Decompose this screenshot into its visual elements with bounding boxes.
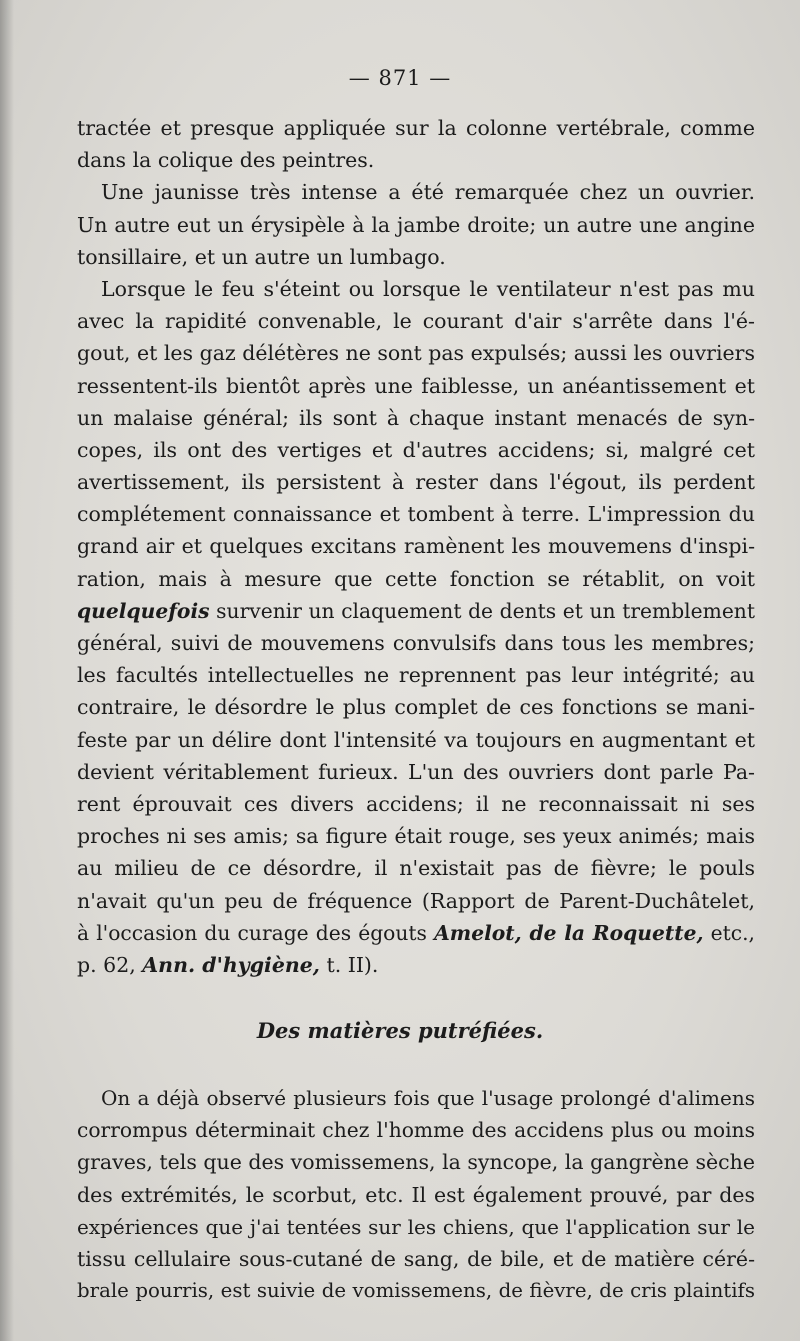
text-line: les facultés intellectuelles ne reprennent pas leur intégrité; au: [77, 663, 755, 688]
text-line-ann: [77, 949, 755, 981]
text-line-amelot: [77, 917, 755, 949]
text-line: rent éprouvait ces divers accidens; il ne reconnaissait ni ses: [77, 791, 755, 816]
text-line: tonsillaire, et un autre un lumbago.: [77, 244, 446, 269]
text-line: proches ni ses amis; sa figure était rouge, ses yeux animés; mais: [77, 824, 755, 849]
section-heading: Des matières putréfiées.: [256, 1018, 544, 1043]
text-line: tractée et presque appliquée sur la colonne vertébrale, comme: [77, 116, 755, 140]
text-fragment: à l'occasion du curage des égouts: [77, 920, 435, 945]
text-line: complétement connaissance et tombent à terre. L'impression du: [77, 502, 755, 527]
main-text-bottom: [77, 1082, 755, 1307]
text-line: ressentent-ils bientôt après une faiblesse, un anéantissement et: [77, 373, 755, 398]
text-line: Une jaunisse très intense a été remarquée chez un ouvrier.: [101, 180, 755, 205]
italic-ann-hygiene: Ann. d'hygiène,: [142, 952, 320, 977]
text-line: ration, mais à mesure que cette fonction se rétablit, on voit: [77, 566, 755, 591]
page-number: — 871 —: [348, 66, 452, 90]
text-line: gout, et les gaz délétères ne sont pas expulsés; aussi les ouvriers: [77, 341, 755, 366]
text-line: Lorsque le feu s'éteint ou lorsque le ventilateur n'est pas mu: [101, 276, 755, 301]
text-line: devient véritablement furieux. L'un des ouvriers dont parle Pa-: [77, 759, 755, 784]
text-line: corrompus déterminait chez l'homme des accidens plus ou moins: [77, 1118, 755, 1143]
main-text-top: [77, 112, 755, 981]
text-line: avec la rapidité convenable, le courant d'air s'arrête dans l'é-: [77, 309, 755, 334]
text-line: feste par un délire dont l'intensité va toujours en augmentant et: [77, 727, 755, 752]
text-line: contraire, le désordre le plus complet de ces fonctions se mani-: [77, 695, 755, 720]
text-line: n'avait qu'un peu de fréquence (Rapport de Parent-Duchâtelet,: [77, 888, 755, 913]
text-line: général, suivi de mouvemens convulsifs dans tous les membres;: [77, 631, 755, 655]
text-line: grand air et quelques excitans ramènent les mouvemens d'inspi-: [77, 534, 755, 559]
text-line-quelquefois: [77, 595, 755, 627]
text-line: tissu cellulaire sous-cutané de sang, de bile, et de matière céré-: [77, 1246, 755, 1271]
text-line: On a déjà observé plusieurs fois que l'usage prolongé d'alimens: [101, 1086, 755, 1110]
page-gutter-shadow: [0, 0, 14, 1341]
italic-quelquefois: quelquefois: [77, 598, 210, 623]
text-line: Un autre eut un érysipèle à la jambe droite; un autre une angine: [77, 212, 755, 237]
text-line: un malaise général; ils sont à chaque instant menacés de syn-: [77, 405, 755, 430]
text-fragment: t. II).: [319, 952, 379, 977]
text-fragment: p. 62,: [77, 952, 143, 977]
text-fragment: survenir un claquement de dents et un tremblement: [209, 598, 755, 623]
text-line: graves, tels que des vomissemens, la syncope, la gangrène sèche: [77, 1150, 755, 1175]
text-line: des extrémités, le scorbut, etc. Il est également prouvé, par des: [77, 1182, 755, 1207]
text-line: au milieu de ce désordre, il n'existait pas de fièvre; le pouls: [77, 856, 755, 881]
text-line: dans la colique des peintres.: [77, 148, 375, 173]
text-line: brale pourris, est suivie de vomissemens, de fièvre, de cris plaintifs: [77, 1279, 755, 1303]
text-line: expériences que j'ai tentées sur les chiens, que l'application sur le: [77, 1214, 755, 1239]
text-fragment: etc.,: [703, 920, 755, 945]
italic-amelot: Amelot, de la Roquette,: [434, 920, 704, 945]
text-line: copes, ils ont des vertiges et d'autres accidens; si, malgré cet: [77, 437, 755, 462]
text-line: avertissement, ils persistent à rester dans l'égout, ils perdent: [77, 470, 755, 495]
